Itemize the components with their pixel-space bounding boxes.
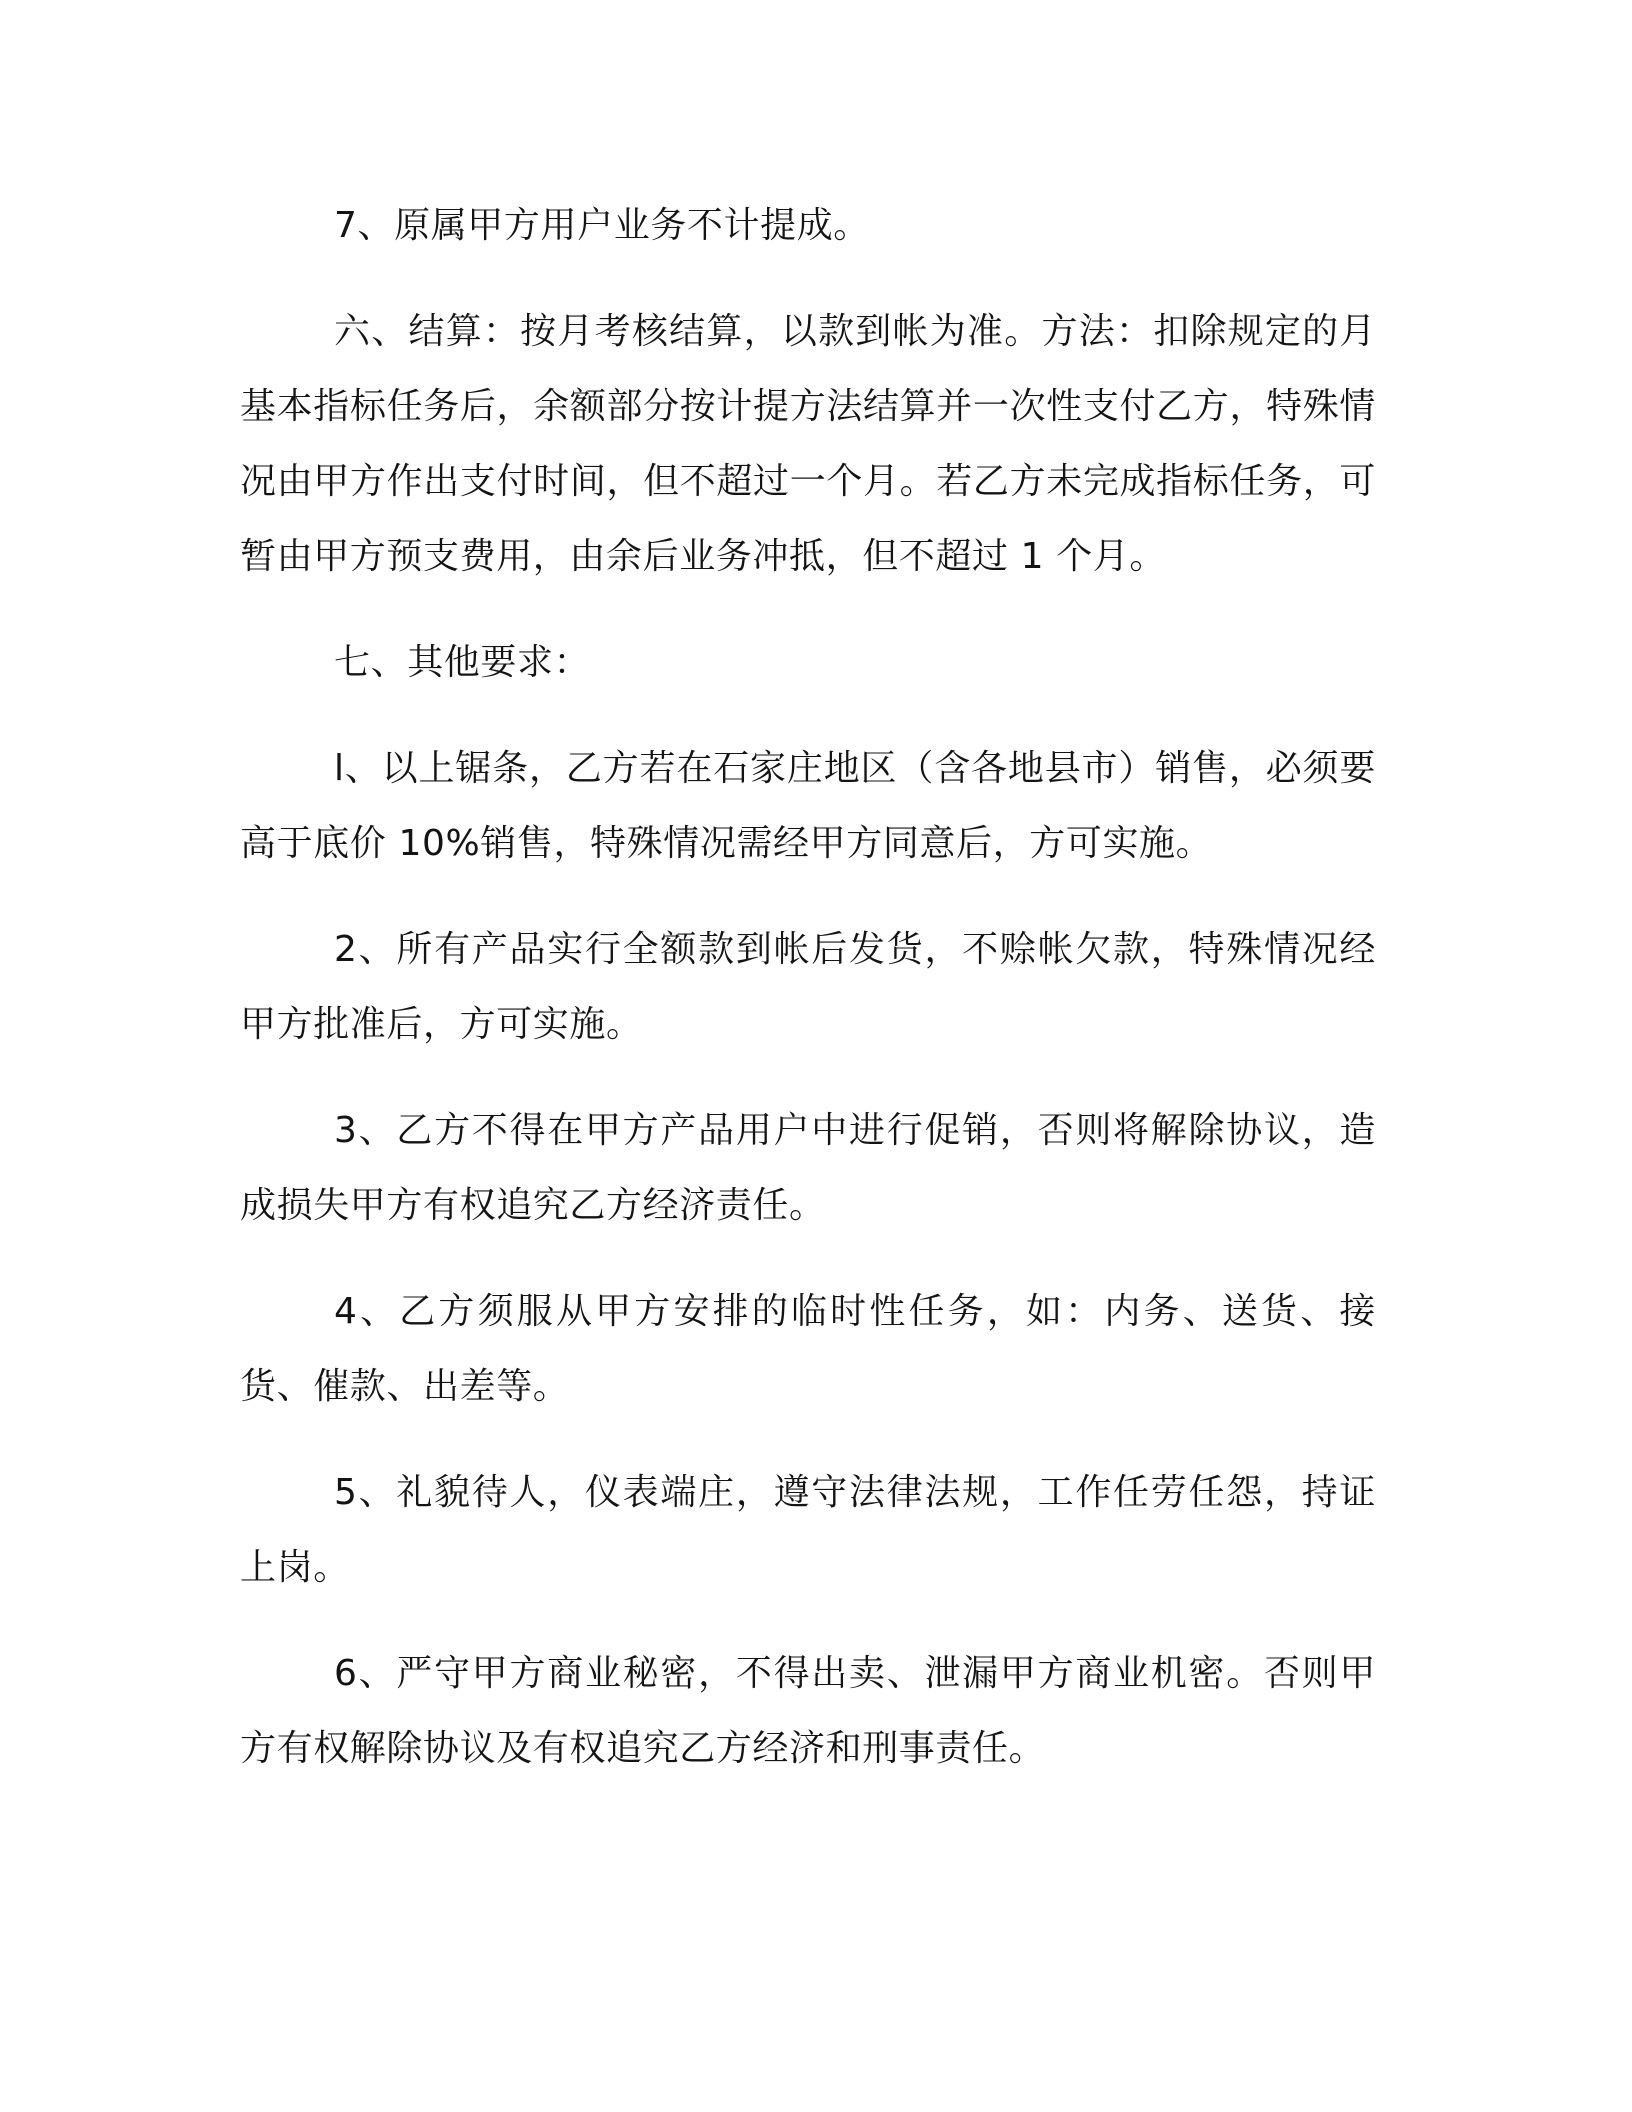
paragraph-requirement-3: 3、乙方不得在甲方产品用户中进行促销，否则将解除协议，造成损失甲方有权追究乙方经济责任。	[240, 1110, 1376, 1226]
paragraph-requirement-6: 6、严守甲方商业秘密，不得出卖、泄漏甲方商业机密。否则甲方有权解除协议及有权追究乙方经济和刑事责任。	[240, 1653, 1376, 1769]
paragraph-requirement-5: 5、礼貌待人，仪表端庄，遵守法律法规，工作任劳任怨，持证上岗。	[240, 1472, 1376, 1588]
paragraph-settlement: 六、结算：按月考核结算，以款到帐为准。方法：扣除规定的月基本指标任务后，余额部分按计提方法结算并一次性支付乙方，特殊情况由甲方作出支付时间，但不超过一个月。若乙方未完成指标任务，可暂由甲方预支费用，由余后业务冲抵，但不超过 1 个月。	[240, 311, 1376, 577]
paragraph-item-7: 7、原属甲方用户业务不计提成。	[334, 205, 870, 246]
paragraph-other-requirements-heading: 七、其他要求：	[334, 642, 591, 683]
paragraph-requirement-2: 2、所有产品实行全额款到帐后发货，不赊帐欠款，特殊情况经甲方批准后，方可实施。	[240, 929, 1376, 1045]
paragraph-requirement-1: l、以上锯条，乙方若在石家庄地区（含各地县市）销售，必须要高于底价 10%销售，特殊情况需经甲方同意后，方可实施。	[240, 748, 1376, 864]
document-body	[240, 188, 1376, 1786]
paragraph-requirement-4: 4、乙方须服从甲方安排的临时性任务，如：内务、送货、接货、催款、出差等。	[240, 1291, 1376, 1407]
